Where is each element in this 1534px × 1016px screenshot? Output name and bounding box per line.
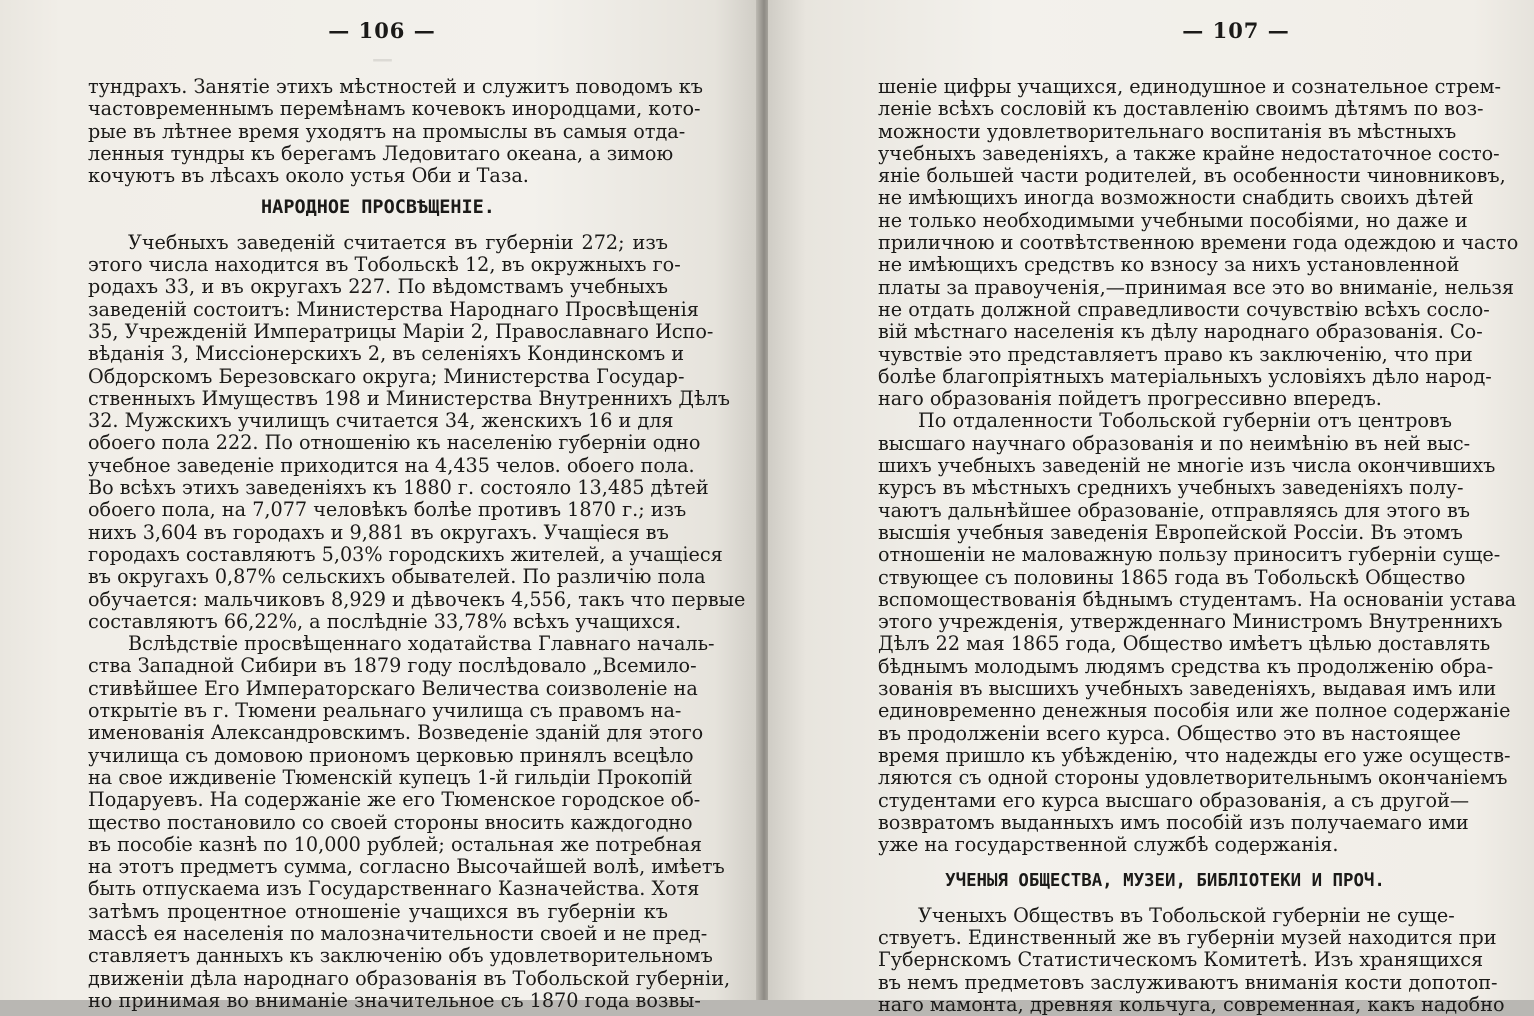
education-paragraph-2 [88, 632, 731, 1012]
text-line: бѣднымъ молодымъ людямъ средства къ продолженію обра- [878, 654, 1494, 678]
text-line: наго мамонта, древняя кольчуга, современная, какъ надобно [878, 992, 1505, 1016]
text-line: нихъ 3,604 въ городахъ и 9,881 въ округахъ. Учащіеся въ [88, 520, 669, 544]
text-line: Губернскомъ Статистическомъ Комитетѣ. Изъ хранящихся [878, 948, 1484, 972]
text-line: шеніе цифры учащихся, единодушное и сознательное стрем- [878, 75, 1502, 98]
left-page [0, 0, 760, 1012]
bleed-through-mark: — [372, 46, 393, 71]
text-line: возвратомъ выданныхъ имъ пособій изъ получаемаго ими [878, 810, 1469, 834]
text-line: студентами его курса высшаго образованія, а съ другой— [878, 788, 1470, 812]
text-line: въ округахъ 0,87% сельскихъ обывателей. По различію пола [88, 565, 706, 589]
text-line: ляются съ одной стороны удовлетворительнымъ окончаніемъ [878, 766, 1508, 790]
text-line: именованія Александровскимъ. Возведеніе зданій для этого [88, 721, 704, 745]
text-line: можности удовлетворительнаго воспитанія въ мѣстныхъ [878, 119, 1457, 143]
text-line: тундрахъ. Занятіе этихъ мѣстностей и служитъ поводомъ къ [88, 75, 703, 98]
text-line: вѣданія 3, Миссіонерскихъ 2, въ селеніяхъ Кондинскомъ и [88, 342, 685, 366]
text-line: обоего пола 222. По отношенію къ населенію губерніи одно [88, 431, 701, 455]
text-line: чаютъ дальнѣйшее образованіе, отправляясь для этого въ [878, 498, 1471, 522]
text-line: въ продолженіи всего курса. Общество это въ настоящее [878, 721, 1461, 745]
text-line: время пришло къ убѣжденію, что надежды его уже осуществ- [878, 743, 1511, 767]
text-line: зованія въ высшихъ учебныхъ заведеніяхъ, выдавая имъ или [878, 677, 1497, 701]
text-line: платы за правоученія,—принимая все это во вниманіе, нельзя [878, 275, 1514, 299]
text-line: рые въ лѣтнее время уходятъ на промыслы въ самыя отда- [88, 119, 686, 143]
higher-education-paragraph [878, 409, 1517, 857]
text-line: курсъ въ мѣстныхъ среднихъ учебныхъ заведеніяхъ полу- [878, 476, 1464, 500]
text-line: Во всѣхъ этихъ заведеніяхъ къ 1880 г. состояло 13,485 дѣтей [88, 476, 709, 500]
section-heading-societies: УЧЕНЫЯ ОБЩЕСТВА, МУЗЕИ, БИБЛІОТЕКИ И ПРОЧ. [945, 871, 1385, 892]
text-line: обучается: мальчиковъ 8,929 и дѣвочекъ 4,556, такъ что первые [88, 587, 746, 611]
text-line: Вслѣдствіе просвѣщеннаго ходатайства Главнаго началь- [128, 632, 715, 656]
text-line: приличною и соотвѣтственною времени года одеждою и часто [878, 231, 1519, 255]
left-text-column [88, 75, 746, 1012]
text-line: не имѣющихъ иногда возможности снабдить своихъ дѣтей [878, 186, 1474, 210]
text-line: частовременнымъ перемѣнамъ кочевокъ инородцами, кото- [88, 97, 701, 121]
text-line: ства Западной Сибири въ 1879 году послѣдовало „Всемило- [88, 654, 697, 678]
continuation-paragraph [878, 75, 1519, 411]
text-line: не отдать должной справедливости сочувствію всѣхъ сосло- [878, 297, 1490, 321]
text-line: учебныхъ заведеніяхъ, а также крайне недостаточное состо- [878, 141, 1500, 165]
page-number-right: — 107 — [1182, 18, 1290, 43]
section-heading-education: НАРОДНОЕ ПРОСВѢЩЕНІЕ. [261, 197, 495, 219]
text-line: шихъ учебныхъ заведеній не многіе изъ числа окончившихъ [878, 454, 1496, 478]
text-line: Обдорскомъ Березовскаго округа; Министерства Государ- [88, 364, 685, 388]
text-line: уже на государственной службѣ содержанія. [878, 833, 1339, 857]
text-line: стивѣйшее Его Императорскаго Величества соизволеніе на [88, 676, 698, 700]
text-line: вій мѣстнаго населенія къ дѣлу народнаго образованія. Со- [878, 320, 1483, 344]
text-line: въ пособіе казнѣ по 10,000 рублей; остальная же потребная [88, 832, 702, 856]
text-line: ленныя тундры къ берегамъ Ледовитаго океана, а зимою [88, 141, 674, 165]
text-line: родахъ 33, и въ округахъ 227. По вѣдомствамъ учебныхъ [88, 275, 668, 299]
text-line: 32. Мужскихъ училищъ считается 34, женскихъ 16 и для [88, 409, 674, 433]
text-line: учебное заведеніе приходится на 4,435 челов. обоего пола. [88, 453, 695, 477]
text-line: на этотъ предметъ сумма, согласно Высочайшей волѣ, имѣетъ [88, 855, 725, 879]
text-line: составляютъ 66,22%, а послѣдніе 33,78% всѣхъ учащихся. [88, 609, 682, 633]
text-line: городахъ составляютъ 5,03% городскихъ жителей, а учащіеся [88, 542, 723, 566]
text-line: По отдаленности Тобольской губерніи отъ центровъ [918, 409, 1452, 433]
text-line: въ немъ предметовъ заслуживаютъ вниманія кости допотоп- [878, 970, 1498, 994]
text-line: заведеній состоитъ: Министерства Народнаго Просвѣщенія [88, 297, 699, 321]
page-number-left: — 106 — [328, 18, 436, 43]
text-line: не только необходимыми учебными пособіями, но даже и [878, 208, 1468, 232]
text-line: отношеніи не маловажную пользу приноситъ губерніи суще- [878, 543, 1501, 567]
text-line: этого учрежденія, утвержденнаго Министромъ Внутреннихъ [878, 610, 1503, 634]
text-line: на свое иждивеніе Тюменскій купецъ 1-й гильдіи Прокопій [88, 765, 693, 789]
text-line: Подаруевъ. На содержаніе же его Тюменское городское об- [88, 788, 701, 812]
text-line: но принимая во вниманіе значительное съ 1870 года возвы- [88, 988, 701, 1012]
text-line: быть отпускаема изъ Государственнаго Казначейства. Хотя [88, 877, 700, 901]
text-line: обоего пола, на 7,077 человѣкъ болѣе противъ 1870 г.; изъ [88, 498, 687, 522]
text-line: чувствіе это представляетъ право къ заключенію, что при [878, 342, 1473, 366]
text-line: ственныхъ Имуществъ 198 и Министерства Внутреннихъ Дѣлъ [88, 386, 730, 410]
text-line: Учебныхъ заведеній считается въ губерніи 272; изъ [128, 230, 668, 254]
text-line: ставляетъ данныхъ къ заключенію объ удовлетворительномъ [88, 944, 713, 968]
text-line: 35, Учрежденій Императрицы Маріи 2, Православнаго Испо- [88, 319, 714, 343]
text-line: вспомоществованія бѣднымъ студентамъ. На основаніи устава [878, 587, 1517, 611]
text-line: кочуютъ въ лѣсахъ около устья Оби и Таза. [88, 164, 529, 188]
text-line: болѣе благопріятныхъ матеріальныхъ условіяхъ дѣло народ- [878, 364, 1492, 388]
text-line: высшія учебныя заведенія Европейской Россіи. Въ этомъ [878, 520, 1463, 544]
text-line: ствующее съ половины 1865 года въ Тобольскѣ Общество [878, 565, 1466, 589]
text-line: массѣ ея населенія по малозначительности своей и не пред- [88, 921, 708, 945]
right-text-column [878, 75, 1519, 1016]
text-line: леніе всѣхъ сословій къ доставленію своимъ дѣтямъ по воз- [878, 97, 1484, 121]
text-line: Дѣлъ 22 мая 1865 года, Общество имѣетъ цѣлью доставлять [878, 632, 1491, 656]
text-line: яніе большей части родителей, въ особенности чиновниковъ, [878, 164, 1506, 188]
text-line: высшаго научнаго образованія и по неимѣнію въ ней выс- [878, 431, 1471, 455]
text-line: щество постановило со своей стороны вносить каждогодно [88, 810, 693, 834]
text-line: ствуетъ. Единственный же въ губерніи музей находится при [878, 925, 1497, 949]
text-line: наго образованія пойдетъ прогрессивно впередъ. [878, 387, 1382, 411]
text-line: Ученыхъ Обществъ въ Тобольской губерніи не суще- [918, 903, 1455, 927]
text-line: не имѣющихъ средствъ ко взносу за нихъ установленной [878, 253, 1460, 277]
text-line: училища съ домовою приономъ церковью принялъ всецѣло [88, 743, 694, 767]
text-line: этого числа находится въ Тобольскѣ 12, въ окружныхъ го- [88, 253, 681, 277]
text-line: открытіе въ г. Тюмени реальнаго училища съ правомъ на- [88, 699, 682, 723]
right-page [768, 0, 1534, 1016]
societies-paragraph [878, 903, 1505, 1016]
education-paragraph-1 [88, 230, 746, 633]
text-line: затѣмъ процентное отношеніе учащихся въ губерніи къ [88, 899, 668, 923]
text-line: движеніи дѣла народнаго образованія въ Тобольской губерніи, [88, 966, 731, 990]
text-line: единовременно денежныя пособія или же полное содержаніе [878, 699, 1511, 723]
intro-paragraph [88, 75, 703, 188]
